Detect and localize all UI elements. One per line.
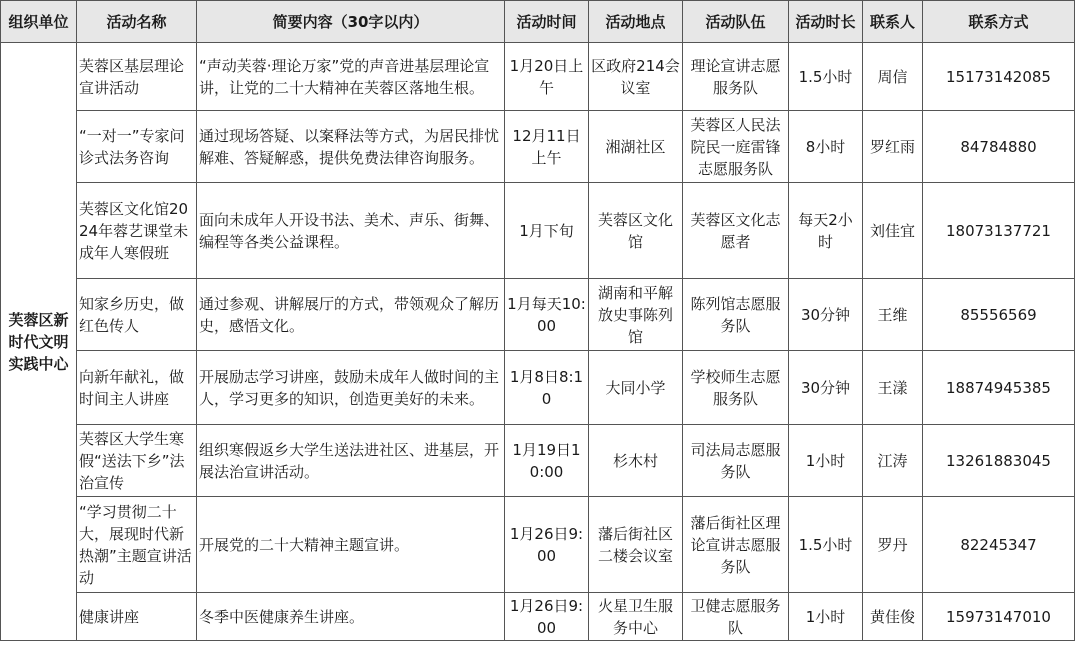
contact-person: 王维 bbox=[863, 279, 923, 351]
contact-phone: 15173142085 bbox=[923, 43, 1075, 111]
activity-duration: 30分钟 bbox=[789, 279, 863, 351]
activity-name: 芙蓉区大学生寒假“送法下乡”法治宣传 bbox=[77, 425, 197, 497]
activity-place: 区政府214会议室 bbox=[589, 43, 683, 111]
header-duration: 活动时长 bbox=[789, 1, 863, 43]
activity-team: 芙蓉区文化志愿者 bbox=[683, 183, 789, 279]
activity-place: 湘湖社区 bbox=[589, 111, 683, 183]
activity-name: “一对一”专家问诊式法务咨询 bbox=[77, 111, 197, 183]
activity-name: 芙蓉区基层理论宣讲活动 bbox=[77, 43, 197, 111]
activity-time: 1月8日8:10 bbox=[505, 351, 589, 425]
activity-content: 开展励志学习讲座，鼓励未成年人做时间的主人，学习更多的知识，创造更美好的未来。 bbox=[197, 351, 505, 425]
activity-place: 湖南和平解放史事陈列馆 bbox=[589, 279, 683, 351]
activity-name: 健康讲座 bbox=[77, 593, 197, 641]
activity-duration: 30分钟 bbox=[789, 351, 863, 425]
activity-team: 司法局志愿服务队 bbox=[683, 425, 789, 497]
activity-content: 通过现场答疑、以案释法等方式，为居民排忧解难、答疑解惑，提供免费法律咨询服务。 bbox=[197, 111, 505, 183]
contact-phone: 85556569 bbox=[923, 279, 1075, 351]
table-row bbox=[1, 425, 1075, 497]
activity-time: 1月26日9:00 bbox=[505, 593, 589, 641]
activity-content: 开展党的二十大精神主题宣讲。 bbox=[197, 497, 505, 593]
contact-person: 罗丹 bbox=[863, 497, 923, 593]
contact-person: 黄佳俊 bbox=[863, 593, 923, 641]
activity-name: 向新年献礼，做时间主人讲座 bbox=[77, 351, 197, 425]
table-row bbox=[1, 111, 1075, 183]
contact-phone: 82245347 bbox=[923, 497, 1075, 593]
contact-phone: 13261883045 bbox=[923, 425, 1075, 497]
contact-person: 周信 bbox=[863, 43, 923, 111]
activity-time: 1月26日9:00 bbox=[505, 497, 589, 593]
activity-place: 杉木村 bbox=[589, 425, 683, 497]
activity-duration: 1小时 bbox=[789, 425, 863, 497]
table-row bbox=[1, 183, 1075, 279]
table-row bbox=[1, 43, 1075, 111]
activity-team: 卫健志愿服务队 bbox=[683, 593, 789, 641]
activity-time: 1月每天10:00 bbox=[505, 279, 589, 351]
header-team: 活动队伍 bbox=[683, 1, 789, 43]
activity-team: 学校师生志愿服务队 bbox=[683, 351, 789, 425]
header-phone: 联系方式 bbox=[923, 1, 1075, 43]
activity-duration: 1.5小时 bbox=[789, 497, 863, 593]
table-row bbox=[1, 351, 1075, 425]
header-time: 活动时间 bbox=[505, 1, 589, 43]
contact-person: 罗红雨 bbox=[863, 111, 923, 183]
table-row bbox=[1, 279, 1075, 351]
activity-duration: 1.5小时 bbox=[789, 43, 863, 111]
contact-phone: 84784880 bbox=[923, 111, 1075, 183]
activity-time: 1月下旬 bbox=[505, 183, 589, 279]
contact-person: 刘佳宜 bbox=[863, 183, 923, 279]
table-row bbox=[1, 593, 1075, 641]
activity-place: 芙蓉区文化馆 bbox=[589, 183, 683, 279]
contact-phone: 15973147010 bbox=[923, 593, 1075, 641]
header-place: 活动地点 bbox=[589, 1, 683, 43]
activity-name: 芙蓉区文化馆2024年蓉艺课堂未成年人寒假班 bbox=[77, 183, 197, 279]
header-row bbox=[1, 1, 1075, 43]
activity-content: 面向未成年人开设书法、美术、声乐、街舞、编程等各类公益课程。 bbox=[197, 183, 505, 279]
activity-content: 组织寒假返乡大学生送法进社区、进基层，开展法治宣讲活动。 bbox=[197, 425, 505, 497]
activity-content: “声动芙蓉·理论万家”党的声音进基层理论宣讲，让党的二十大精神在芙蓉区落地生根。 bbox=[197, 43, 505, 111]
header-activity-name: 活动名称 bbox=[77, 1, 197, 43]
activity-team: 芙蓉区人民法院民一庭雷锋志愿服务队 bbox=[683, 111, 789, 183]
activity-team: 陈列馆志愿服务队 bbox=[683, 279, 789, 351]
header-contact: 联系人 bbox=[863, 1, 923, 43]
org-unit-cell: 芙蓉区新时代文明实践中心 bbox=[1, 43, 77, 641]
activity-duration: 8小时 bbox=[789, 111, 863, 183]
activity-time: 1月19日10:00 bbox=[505, 425, 589, 497]
header-content: 简要内容（30字以内） bbox=[197, 1, 505, 43]
contact-phone: 18073137721 bbox=[923, 183, 1075, 279]
activity-name: 知家乡历史，做红色传人 bbox=[77, 279, 197, 351]
contact-person: 王漾 bbox=[863, 351, 923, 425]
activity-content: 通过参观、讲解展厅的方式，带领观众了解历史，感悟文化。 bbox=[197, 279, 505, 351]
contact-person: 江涛 bbox=[863, 425, 923, 497]
activity-place: 大同小学 bbox=[589, 351, 683, 425]
header-org-unit: 组织单位 bbox=[1, 1, 77, 43]
activity-time: 1月20日上午 bbox=[505, 43, 589, 111]
activity-content: 冬季中医健康养生讲座。 bbox=[197, 593, 505, 641]
activity-team: 藩后街社区理论宣讲志愿服务队 bbox=[683, 497, 789, 593]
activity-place: 藩后街社区二楼会议室 bbox=[589, 497, 683, 593]
activity-place: 火星卫生服务中心 bbox=[589, 593, 683, 641]
activity-duration: 1小时 bbox=[789, 593, 863, 641]
table-row bbox=[1, 497, 1075, 593]
contact-phone: 18874945385 bbox=[923, 351, 1075, 425]
activity-duration: 每天2小时 bbox=[789, 183, 863, 279]
activity-team: 理论宣讲志愿服务队 bbox=[683, 43, 789, 111]
activity-name: “学习贯彻二十大，展现时代新热潮”主题宣讲活动 bbox=[77, 497, 197, 593]
activity-time: 12月11日上午 bbox=[505, 111, 589, 183]
